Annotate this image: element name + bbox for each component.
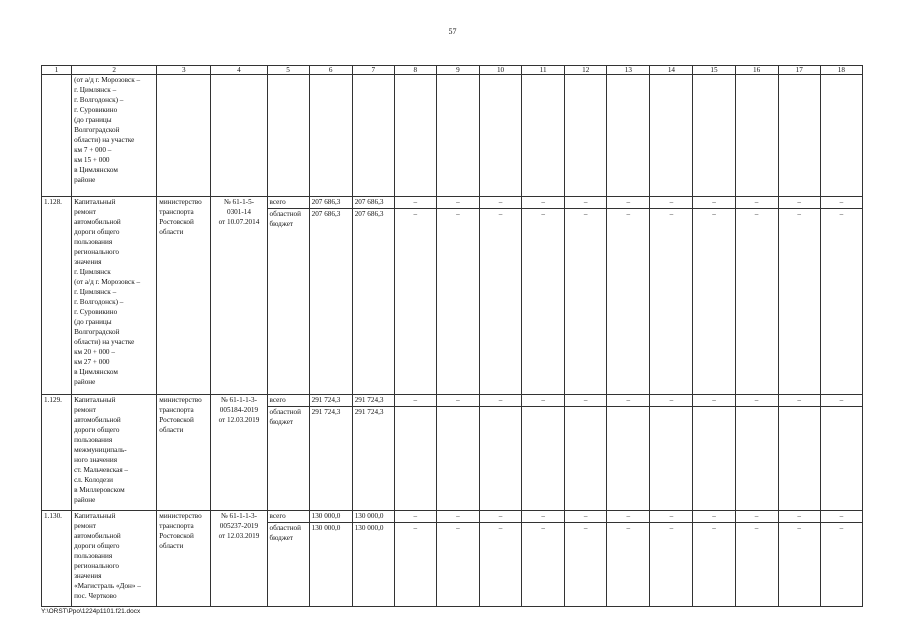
- empty-value: –: [479, 395, 521, 407]
- empty-value: –: [436, 523, 479, 607]
- empty-value: –: [778, 197, 820, 209]
- col-number: 15: [693, 66, 735, 75]
- year-cost: 207 686,3: [352, 209, 394, 395]
- total-cost: 130 000,0: [309, 523, 352, 607]
- empty-value: –: [693, 209, 735, 395]
- year-cost: 291 724,3: [352, 395, 394, 407]
- col-number: 11: [522, 66, 565, 75]
- empty-value: –: [394, 197, 436, 209]
- empty-value: –: [565, 523, 607, 607]
- year-cost: 130 000,0: [352, 523, 394, 607]
- empty-value: –: [607, 197, 650, 209]
- empty-value: –: [778, 511, 820, 523]
- funding-source: всего: [267, 395, 309, 407]
- col-number: 8: [394, 66, 436, 75]
- year-cost: 291 724,3: [352, 407, 394, 511]
- page-number: 57: [448, 27, 457, 36]
- empty-value: –: [607, 511, 650, 523]
- empty-value: –: [650, 197, 693, 209]
- empty-value: –: [394, 523, 436, 607]
- col-number: 6: [309, 66, 352, 75]
- empty-value: –: [778, 209, 820, 395]
- empty-value: –: [522, 197, 565, 209]
- total-cost: 291 724,3: [309, 407, 352, 511]
- customer-org: министерство транспорта Ростовской области: [157, 197, 211, 395]
- empty-value: –: [436, 511, 479, 523]
- empty-value: –: [607, 523, 650, 607]
- expertise-doc: № 61-1-1-3- 005184-2019 от 12.03.2019: [211, 395, 267, 511]
- table-row: [42, 511, 863, 523]
- expertise-doc: № 61-1-1-3- 005237-2019 от 12.03.2019: [211, 511, 267, 607]
- col-number: 3: [157, 66, 211, 75]
- empty-value: –: [479, 511, 521, 523]
- customer-org: министерство транспорта Ростовской области: [157, 511, 211, 607]
- empty-value: –: [820, 209, 862, 395]
- row-number: 1.128.: [42, 197, 72, 395]
- continuation-row: [42, 75, 863, 197]
- empty-value: –: [565, 395, 607, 407]
- col-number: 1: [42, 66, 72, 75]
- funding-source: областной бюджет: [267, 209, 309, 395]
- empty-value: –: [522, 523, 565, 607]
- empty-value: –: [522, 511, 565, 523]
- empty-value: –: [650, 395, 693, 407]
- row-number: 1.130.: [42, 511, 72, 607]
- empty-value: –: [778, 395, 820, 407]
- empty-value: –: [820, 197, 862, 209]
- empty-value: –: [735, 511, 778, 523]
- col-number: 13: [607, 66, 650, 75]
- col-number: 14: [650, 66, 693, 75]
- year-cost: 130 000,0: [352, 511, 394, 523]
- empty-value: –: [778, 523, 820, 607]
- empty-value: –: [820, 523, 862, 607]
- empty-value: –: [565, 511, 607, 523]
- object-description: Капитальный ремонт автомобильной дороги общего пользования регионального значения «Магистраль «Дон» – пос. Чертково: [72, 511, 157, 607]
- empty-value: –: [436, 395, 479, 407]
- empty-value: –: [735, 197, 778, 209]
- empty-value: –: [693, 395, 735, 407]
- empty-value: –: [479, 523, 521, 607]
- empty-value: –: [650, 511, 693, 523]
- object-description: Капитальный ремонт автомобильной дороги общего пользования регионального значения г. Цимлянск (от а/д г. Морозовск – г. Цимлянск – г. Волгодонск) – г. Суровикино (до границы Волгоградской области) на участке км 20 + 000 – км 27 + 000 в Цимлянском районе: [72, 197, 157, 395]
- col-number: 12: [565, 66, 607, 75]
- empty-value: –: [693, 511, 735, 523]
- col-number: 18: [820, 66, 862, 75]
- col-number: 4: [211, 66, 267, 75]
- empty-value: –: [522, 395, 565, 407]
- empty-value: –: [820, 511, 862, 523]
- col-number: 9: [436, 66, 479, 75]
- empty-value: –: [479, 209, 521, 395]
- empty-value: –: [693, 523, 735, 607]
- empty-value: –: [565, 209, 607, 395]
- funding-source: областной бюджет: [267, 523, 309, 607]
- col-number: 7: [352, 66, 394, 75]
- col-number: 17: [778, 66, 820, 75]
- empty-value: –: [479, 197, 521, 209]
- year-cost: 207 686,3: [352, 197, 394, 209]
- program-table: [41, 65, 863, 607]
- empty-value: –: [607, 395, 650, 407]
- column-number-row: [42, 66, 863, 75]
- empty-value: –: [394, 395, 436, 407]
- empty-value: –: [693, 197, 735, 209]
- total-cost: 207 686,3: [309, 209, 352, 395]
- col-number: 2: [72, 66, 157, 75]
- empty-value: –: [735, 209, 778, 395]
- empty-value: –: [650, 523, 693, 607]
- empty-value: –: [394, 209, 436, 395]
- funding-source: всего: [267, 197, 309, 209]
- empty-value: –: [436, 197, 479, 209]
- table-row: [42, 395, 863, 407]
- empty-value: –: [650, 209, 693, 395]
- customer-org: министерство транспорта Ростовской области: [157, 395, 211, 511]
- object-description: Капитальный ремонт автомобильной дороги общего пользования межмуниципаль- ного значения ст. Мальчевская – сл. Колодези в Миллеровском районе: [72, 395, 157, 511]
- total-cost: 291 724,3: [309, 395, 352, 407]
- table-row: [42, 197, 863, 209]
- empty-value: –: [394, 511, 436, 523]
- row-number: 1.129.: [42, 395, 72, 511]
- object-description: (от а/д г. Морозовск – г. Цимлянск – г. Волгодонск) – г. Суровикино (до границы Волгоградской области) на участке км 7 + 000 – км 15 + 000 в Цимлянском районе: [72, 75, 157, 197]
- empty-value: –: [522, 209, 565, 395]
- total-cost: 207 686,3: [309, 197, 352, 209]
- empty-value: –: [735, 395, 778, 407]
- empty-value: –: [565, 197, 607, 209]
- total-cost: 130 000,0: [309, 511, 352, 523]
- empty-value: –: [735, 523, 778, 607]
- file-path-footer: Y:\ORST\Ppo\1224p1101.f21.docx: [41, 608, 141, 615]
- col-number: 10: [479, 66, 521, 75]
- col-number: 16: [735, 66, 778, 75]
- col-number: 5: [267, 66, 309, 75]
- empty-value: –: [820, 395, 862, 407]
- empty-value: –: [436, 209, 479, 395]
- funding-source: всего: [267, 511, 309, 523]
- empty-value: –: [607, 209, 650, 395]
- expertise-doc: № 61-1-5- 0301-14 от 10.07.2014: [211, 197, 267, 395]
- funding-source: областной бюджет: [267, 407, 309, 511]
